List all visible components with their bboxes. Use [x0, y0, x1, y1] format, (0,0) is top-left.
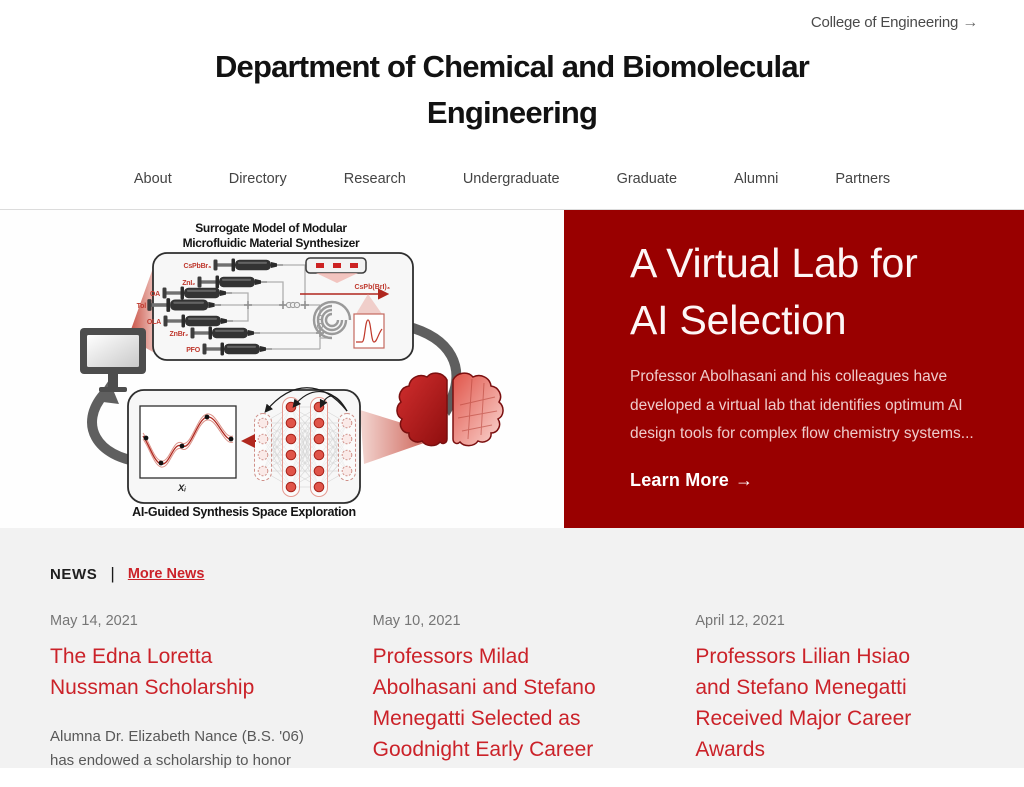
divider: | — [110, 564, 115, 583]
monitor-icon — [80, 328, 146, 392]
nav-item-directory[interactable]: Directory — [228, 171, 287, 187]
hero-section — [0, 209, 1024, 528]
college-link-label: College of Engineering — [810, 14, 959, 31]
hero-description: Professor Abolhasani and his colleagues have developed a virtual lab that identifies optimum AI design tools for complex flow chemistry systems... — [630, 368, 974, 442]
arrow-right-icon: → — [962, 14, 978, 31]
news-item — [50, 613, 329, 787]
news-title-link[interactable]: Professors Lilian Hsiao and Stefano Menegatti Received Major Career Awards — [695, 645, 912, 761]
news-label: NEWS — [50, 565, 98, 583]
utility-bar — [0, 0, 1024, 36]
more-news-link[interactable]: More News — [127, 566, 205, 582]
news-excerpt: Alumna Dr. Elizabeth Nance (B.S. '06) has endowed a scholarship to honor — [50, 728, 304, 769]
nav-item-undergraduate[interactable]: Undergraduate — [462, 171, 560, 187]
nav-item-alumni[interactable]: Alumni — [734, 171, 779, 187]
figure-caption: AI-Guided Synthesis Space Exploration — [132, 505, 356, 519]
news-date: April 12, 2021 — [695, 613, 785, 629]
news-section — [0, 528, 1024, 768]
reagent-label: ZnBr₂ — [169, 331, 188, 338]
synthesizer-box — [137, 253, 413, 360]
reagent-label: Tol — [136, 303, 146, 310]
news-item — [373, 613, 652, 787]
virtual-lab-diagram — [0, 210, 564, 528]
page-title — [0, 44, 1024, 136]
page-title-line2: Engineering — [426, 95, 598, 130]
reagent-label: CsPbBr₃ — [183, 263, 211, 270]
main-nav — [0, 171, 1024, 187]
nav-item-research[interactable]: Research — [343, 171, 406, 187]
nav-item-partners[interactable]: Partners — [835, 171, 891, 187]
news-grid — [50, 613, 974, 787]
learn-more-link[interactable] — [630, 470, 753, 491]
reagent-label: OA — [149, 291, 160, 298]
college-of-engineering-link[interactable] — [811, 14, 978, 31]
arrow-right-icon: → — [735, 469, 754, 490]
figure-top-title-line1: Surrogate Model of Modular — [195, 221, 347, 235]
hero-title — [630, 235, 984, 349]
site-header — [0, 0, 1024, 210]
reagent-label: PFO — [186, 347, 200, 354]
figure-top-title-line2: Microfluidic Material Synthesizer — [182, 236, 360, 250]
nav-item-graduate[interactable]: Graduate — [616, 171, 678, 187]
page-title-line1: Department of Chemical and Biomolecular — [214, 49, 810, 84]
news-date: May 10, 2021 — [372, 613, 461, 629]
news-item — [695, 613, 974, 787]
hero-title-line2: AI Selection — [630, 297, 847, 343]
news-title-link[interactable]: The Edna Loretta Nussman Scholarship — [50, 645, 255, 699]
hero-title-line1: A Virtual Lab for — [630, 240, 918, 286]
product-label: CsPb(BrI)₃ — [354, 284, 390, 291]
x-axis-label: Xᵢ — [178, 483, 186, 494]
learn-more-label: Learn More — [630, 469, 730, 490]
news-title-link[interactable]: Professors Milad Abolhasani and Stefano Menegatti Selected as Goodnight Early Career — [372, 645, 596, 761]
news-header — [50, 564, 974, 584]
nav-item-about[interactable]: About — [133, 171, 172, 187]
reagent-label: OLA — [146, 319, 161, 326]
hero-image — [0, 210, 564, 528]
ai-exploration-box — [128, 388, 360, 503]
hero-feature-panel — [564, 210, 1024, 528]
reagent-label: ZnI₂ — [182, 280, 195, 287]
news-date: May 14, 2021 — [50, 613, 138, 629]
